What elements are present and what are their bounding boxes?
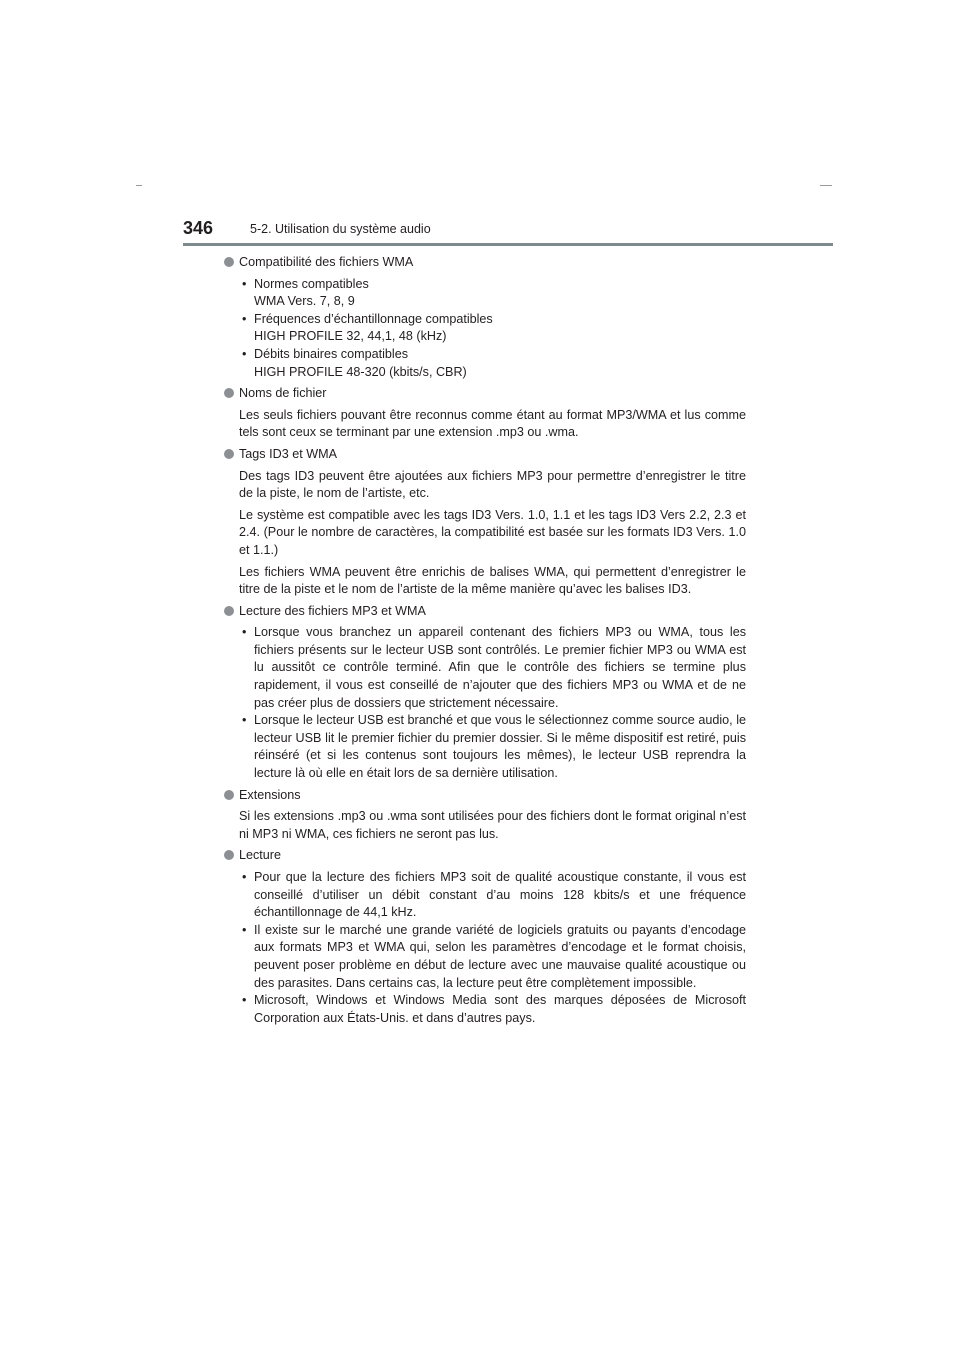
list-item	[224, 311, 746, 346]
list-item	[224, 624, 746, 712]
dot-icon: •	[242, 346, 247, 361]
section-heading	[224, 787, 746, 805]
bullet-list	[224, 624, 746, 782]
spec-label: Débits binaires compatibles	[254, 346, 408, 361]
section-heading	[224, 847, 746, 865]
section-title-text: Compatibilité des fichiers WMA	[239, 255, 414, 269]
section-heading	[224, 603, 746, 621]
list-item	[224, 922, 746, 992]
spec-detail: HIGH PROFILE 32, 44,1, 48 (kHz)	[254, 329, 447, 344]
section-file-names	[224, 385, 746, 442]
section-heading	[224, 254, 746, 272]
section-title-text: Noms de fichier	[239, 386, 327, 401]
section-title-text: Lecture	[239, 848, 282, 863]
paragraph: Le système est compatible avec les tags ID3 Vers. 1.0, 1.1 et les tags ID3 Vers 2.2, 2.3 et 2.4. (Pour le nombre de caractères, la compatibilité est basée sur les formats ID3 Vers. 1.0 et 1.1.)	[239, 507, 746, 557]
dot-icon: •	[242, 993, 247, 1008]
list-item	[224, 712, 746, 782]
list-item	[224, 869, 746, 922]
list-item	[224, 346, 746, 381]
list-item-text: Lorsque vous branchez un appareil contenant des fichiers MP3 ou WMA, tous les fichiers présents sur le lecteur USB sont contrôlés. Le premier fichier MP3 ou WMA est lu aussitôt ce contrôle terminé. Afin que le contrôle des fichiers se termine plus rapidement, il vous est conseillé de n’ajouter que des fichiers MP3 ou WMA et de ne pas créer plus de dossiers que strictement nécessaire.	[254, 625, 746, 710]
dot-icon: •	[242, 625, 247, 640]
bullet-icon	[224, 850, 234, 860]
list-item-text: Il existe sur le marché une grande variété de logiciels gratuits ou payants d’encodage aux formats MP3 et WMA qui, selon les paramètres d’encodage et le format choisis, peuvent poser problème en début de lecture avec une mauvaise qualité acoustique ou des parasites. Dans certains cas, la lecture peut être complètement impossible.	[254, 922, 746, 990]
dot-icon: •	[242, 311, 247, 326]
section-playback-mp3-wma	[224, 603, 746, 783]
section-heading	[224, 385, 746, 403]
bullet-icon	[224, 790, 234, 800]
paragraph: Les fichiers WMA peuvent être enrichis de balises WMA, qui permettent d’enregistrer le titre de la piste et le nom de l’artiste de la même manière qu’avec les balises ID3.	[239, 564, 746, 597]
crop-mark-right	[820, 185, 832, 186]
section-title-text: Tags ID3 et WMA	[239, 446, 337, 461]
section-heading	[224, 446, 746, 464]
header-rule	[183, 243, 833, 246]
section-playback	[224, 847, 746, 1027]
bullet-icon	[224, 388, 234, 398]
paragraph: Des tags ID3 peuvent être ajoutées aux fichiers MP3 pour permettre d’enregistrer le titre de la piste, le nom de l’artiste, etc.	[239, 468, 746, 501]
list-item	[224, 992, 746, 1027]
dot-icon: •	[242, 922, 247, 937]
dot-icon: •	[242, 713, 247, 728]
bullet-icon	[224, 606, 234, 616]
section-title-text: Lecture des fichiers MP3 et WMA	[239, 603, 426, 618]
crop-mark-left	[136, 185, 142, 186]
dot-icon: •	[242, 870, 247, 884]
spec-label: Normes compatibles	[254, 276, 369, 291]
spec-label: Fréquences d’échantillonnage compatibles	[254, 311, 493, 326]
spec-detail: HIGH PROFILE 48-320 (kbits/s, CBR)	[254, 364, 467, 379]
page-number: 346	[183, 218, 214, 238]
bullet-icon	[224, 257, 234, 267]
page-content	[224, 254, 746, 1031]
section-title-text: Extensions	[239, 787, 301, 802]
paragraph: Si les extensions .mp3 ou .wma sont utilisées pour des fichiers dont le format original n’est ni MP3 ni WMA, ces fichiers ne seront pas lus.	[239, 809, 746, 841]
section-title: 5-2. Utilisation du système audio	[250, 222, 431, 236]
spec-detail: WMA Vers. 7, 8, 9	[254, 294, 355, 309]
section-extensions	[224, 787, 746, 844]
list-item-text: Lorsque le lecteur USB est branché et que vous le sélectionnez comme source audio, le lecteur USB lit le premier fichier du premier dossier. Si le même dispositif est retiré, puis réinséré (et si les contenus sont toujours les mêmes), le lecteur USB reprendra la lecture là où elle en était lors de sa dernière utilisation.	[254, 713, 746, 781]
paragraph: Les seuls fichiers pouvant être reconnus comme étant au format MP3/WMA et lus comme tels sont ceux se terminant par une extension .mp3 ou .wma.	[239, 407, 746, 440]
list-item-text: Pour que la lecture des fichiers MP3 soit de qualité acoustique constante, il vous est conseillé d’utiliser un débit constant d’au moins 128 kbits/s et une fréquence échantillonnage de 44,1 kHz.	[254, 870, 746, 920]
list-item	[224, 276, 746, 311]
section-id3-tags	[224, 446, 746, 599]
list-item-text: Microsoft, Windows et Windows Media sont des marques déposées de Microsoft Corporation aux États-Unis. et dans d’autres pays.	[254, 993, 746, 1025]
bullet-icon	[224, 449, 234, 459]
spec-list	[224, 276, 746, 382]
bullet-list	[224, 869, 746, 1027]
section-wma-compat	[224, 254, 746, 381]
dot-icon: •	[242, 276, 247, 291]
